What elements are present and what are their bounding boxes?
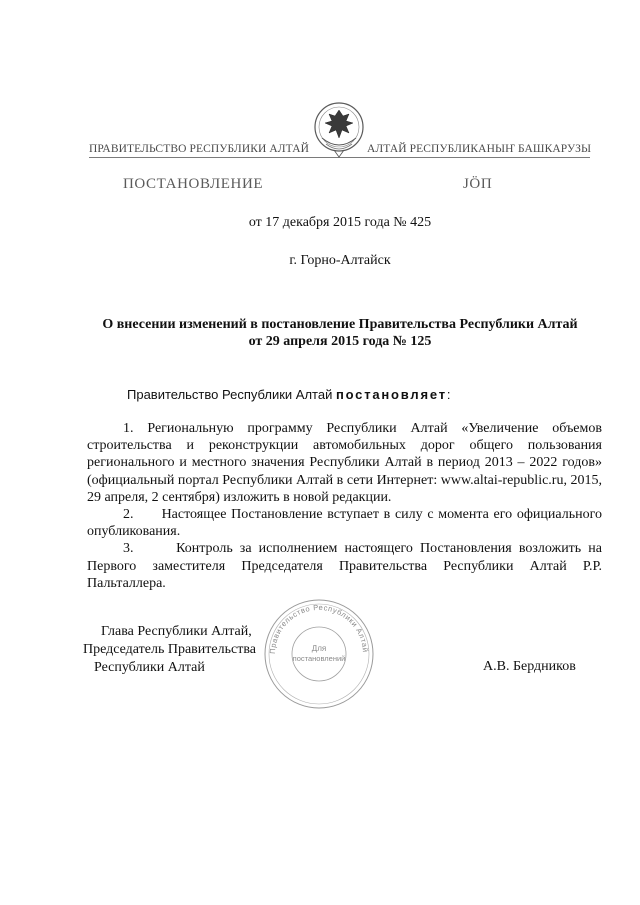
signatory-name: А.В. Бердников [483,659,576,674]
signatory-title-line-1: Глава Республики Алтай, [101,624,252,639]
item-3: 3. Контроль за исполнением настоящего Постановления возложить на Первого заместителя Председателя Правительства Республики Алтай Р.Р. Пальталлера. [87,541,606,591]
doc-type-russian: ПОСТАНОВЛЕНИЕ [123,176,264,192]
document-date-number: от 17 декабря 2015 года № 425 [248,215,432,230]
stamp-center-line-1: Для [311,644,327,653]
document-body [87,420,606,592]
stamp-center-line-2: постановлений [292,654,346,663]
government-name-russian: ПРАВИТЕЛЬСТВО РЕСПУБЛИКИ АЛТАЙ [89,143,310,155]
stamp-ring-text: Правительство Республики Алтай [267,602,371,655]
item-1: 1. Региональную программу Республики Алтай «Увеличение объемов строительства и реконструкции автомобильных дорог общего пользования регионального и местного значения Республики Алтай в период 2013 – 2022 годов» (официальный портал Республики Алтай в сети Интернет: www.altai-republic.ru, 2015, 29 апреля, 2 сентября) изложить в новой редакции. [87,421,602,505]
preamble-end: : [446,387,451,402]
official-stamp [263,598,375,710]
title-line-1: О внесении изменений в постановление Правительства Республики Алтай [102,317,578,332]
document-title [40,316,640,350]
coat-of-arms-icon [312,100,366,158]
item-2: 2. Настоящее Постановление вступает в силу с момента его официального опубликования. [87,507,606,540]
preamble-text: Правительство Республики Алтай [127,387,336,402]
government-name-altai: АЛТАЙ РЕСПУБЛИКАНЫҤ БАШКАРУЗЫ [367,143,592,155]
document-city: г. Горно-Алтайск [289,253,391,268]
signatory-title-line-2: Председатель Правительства [83,642,256,657]
signatory-title-line-3: Республики Алтай [94,660,205,675]
preamble [127,387,451,402]
title-line-2: от 29 апреля 2015 года № 125 [248,334,432,349]
doc-type-altai: JӦП [463,176,493,192]
preamble-emphasis: постановляет [335,387,447,402]
